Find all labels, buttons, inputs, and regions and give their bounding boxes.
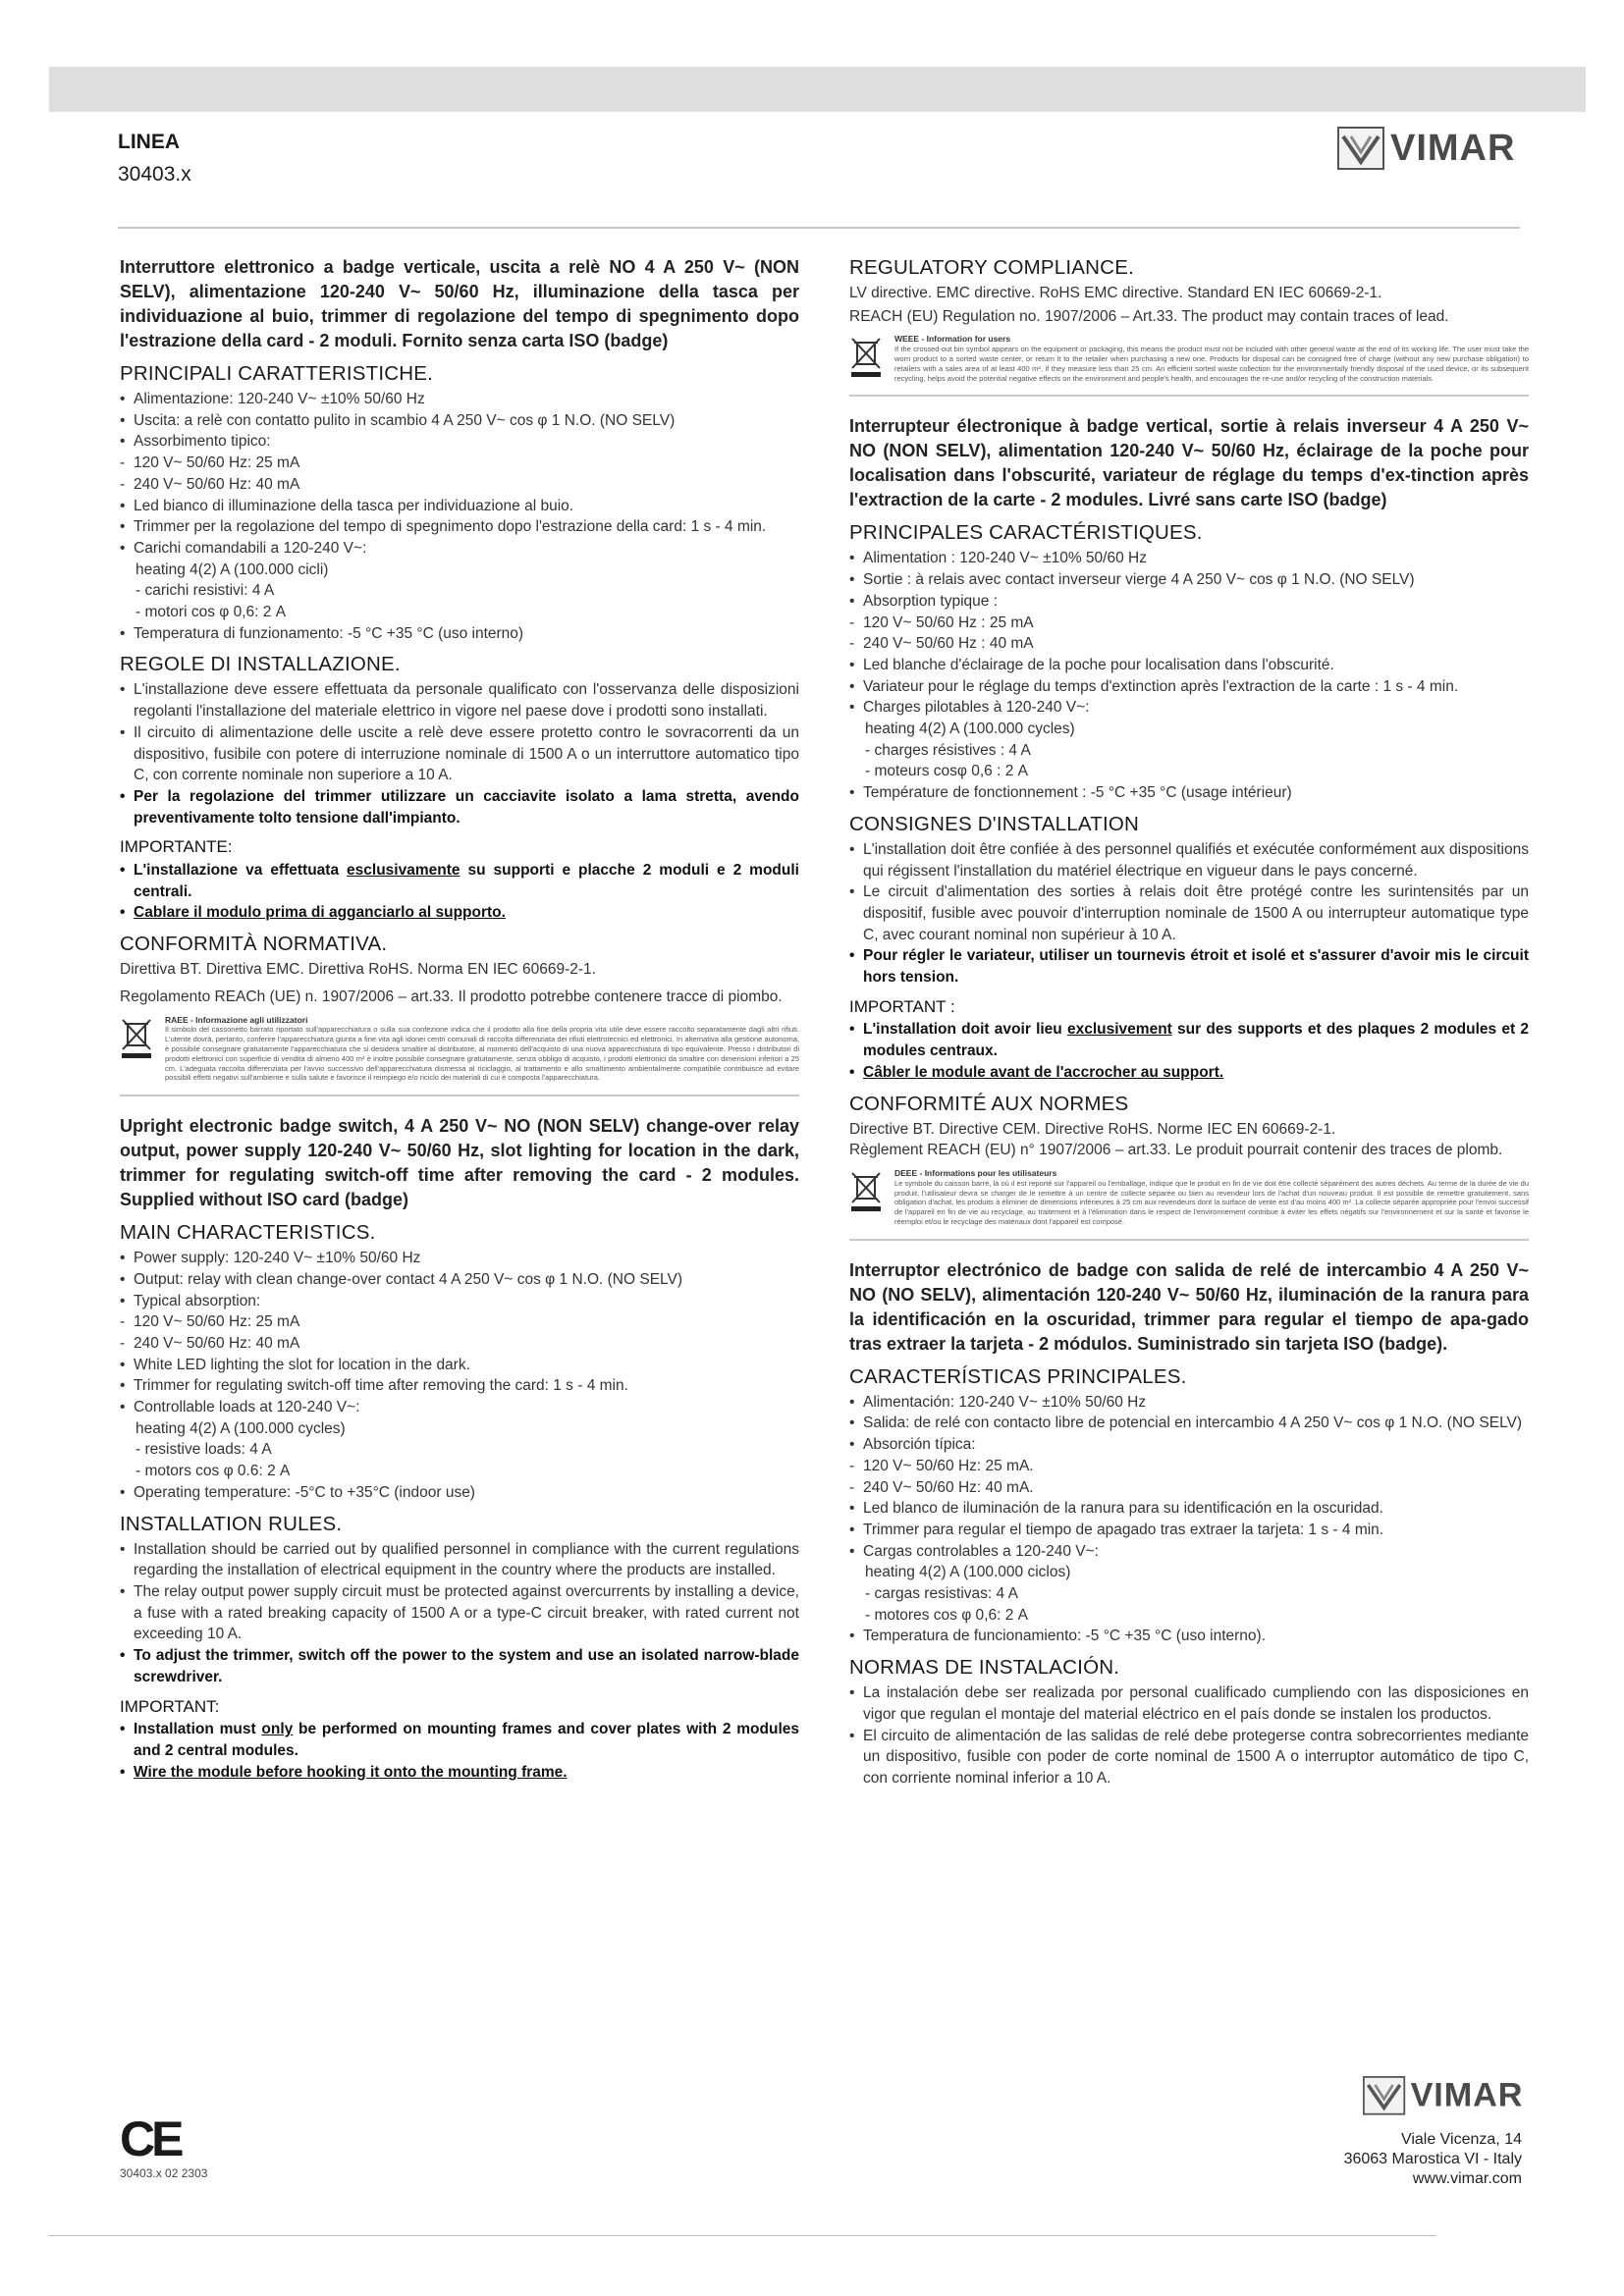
list-item: • To adjust the trimmer, switch off the power to the system and use an isolated narrow-blade screwdriver.: [120, 1645, 799, 1687]
fr-important-list: [849, 1019, 1529, 1083]
es-intro: Interruptor electrónico de badge con salida de relé de intercambio 4 A 250 V~ NO (NO SELV), alimentación 120-240 V~ 50/60 Hz, iluminación de la ranura para la identificación en la oscuridad, trimmer para regular el tiempo de apa-gado tras extraer la tarjeta - 2 módulos. Suministrado sin tarjeta ISO (badge).: [849, 1259, 1529, 1354]
it-char-list: [120, 389, 799, 644]
es-char-title: CARACTERÍSTICAS PRINCIPALES.: [849, 1364, 1187, 1388]
it-weee-notice: [120, 1016, 799, 1084]
it-weee-text: Il simbolo del cassonetto barrato riportato sull'apparecchiatura o sulla sua confezione indica che il prodotto alla fine della propria vita utile deve essere raccolto separatamente dagli altri rifiuti. L'utente dovrà, pertanto, conferire l'apparecchiatura giunta a fine vita agli idonei centri comunali di raccolta differenziata dei rifiuti elettrotecnici ed elettronici. In alternativa alla gestione autonoma, è possibile consegnare gratuitamente l'apparecchiatura che si desidera smaltire al distributore, al momento dell'acquisto di una nuova apparecchiatura di tipo equivalente. Presso i distributori di prodotti elettronici con superficie di vendita di almeno 400 m² è inoltre possibile consegnare gratuitamente, senza obbligo di acquisto, i prodotti elettronici da smaltire con dimensioni inferiori a 25 cm. L'adeguata raccolta differenziata per l'avvio successivo dell'apparecchiatura dismessa al riciclaggio, al trattamento e allo smaltimento ambientalmente compatibile contribuisce ad evitare possibili effetti negativi sull'ambiente e sulla salute e favorisce il reimpiego e/o riciclo dei materiali di cui è composta l'apparecchiatura.: [165, 1025, 799, 1083]
list-item: • Trimmer for regulating switch-off time after removing the card: 1 s - 4 min.: [120, 1375, 799, 1397]
list-item: heating 4(2) A (100.000 cicli): [135, 561, 329, 578]
es-inst-list: [849, 1682, 1529, 1789]
list-item: • Operating temperature: -5°C to +35°C (indoor use): [120, 1482, 799, 1504]
list-item: • Trimmer para regular el tiempo de apagado tras extraer la tarjeta: 1 s - 4 min.: [849, 1520, 1529, 1541]
footer-code: 30403.x 02 2303: [120, 2166, 208, 2180]
it-important-item: • Cablare il modulo prima di agganciarlo al supporto.: [120, 902, 799, 924]
fr-weee-notice: [849, 1169, 1529, 1227]
list-item: • Alimentazione: 120-240 V~ ±10% 50/60 Hz: [120, 389, 799, 410]
en-char-title: MAIN CHARACTERISTICS.: [120, 1221, 376, 1245]
vimar-logo-word: VIMAR: [1390, 127, 1516, 169]
list-item: • Cargas controlables a 120-240 V~:: [849, 1541, 1529, 1563]
section-divider: [849, 1239, 1529, 1241]
list-item: - cargas resistivas: 4 A: [865, 1585, 1018, 1603]
list-item: - 240 V~ 50/60 Hz: 40 mA.: [849, 1477, 1529, 1499]
en-conf-title: REGULATORY COMPLIANCE.: [849, 256, 1134, 279]
list-item: • Il circuito di alimentazione delle uscite a relè deve essere protetto contro le sovracorrenti da un dispositivo, fusibile con potere di interruzione nominale di 1500 A o un interruttore automatico tipo C, con corrente nominale non superiore a 10 A.: [120, 722, 799, 786]
list-item: - 240 V~ 50/60 Hz: 40 mA: [120, 474, 799, 496]
list-item: - 120 V~ 50/60 Hz: 25 mA: [120, 1311, 799, 1333]
list-item: • Assorbimento tipico:: [120, 431, 799, 453]
fr-inst-list: [849, 839, 1529, 988]
it-important-item: • L'installazione va effettuata esclusivamente su supporti e placche 2 moduli e 2 moduli centrali.: [120, 860, 799, 902]
list-item: • Température de fonctionnement : -5 °C +35 °C (usage intérieur): [849, 782, 1529, 804]
vimar-logo-footer: [1363, 2076, 1523, 2115]
list-item: • Led blanco de iluminación de la ranura para su identificación en la oscuridad.: [849, 1498, 1529, 1520]
en-intro: Upright electronic badge switch, 4 A 250 V~ NO (NON SELV) change-over relay output, power supply 120-240 V~ 50/60 Hz, slot lighting for location in the dark, trimmer for regulating switch-off time after removing the card - 2 modules. Supplied without ISO card (badge): [120, 1116, 799, 1210]
list-item: • Typical absorption:: [120, 1291, 799, 1312]
list-item: • L'installazione deve essere effettuata da personale qualificato con l'osservanza delle disposizioni regolanti l'installazione del materiale elettrico in vigore nel paese dove i prodotti sono installati.: [120, 679, 799, 721]
en-important-list: [120, 1719, 799, 1783]
list-item: - motores cos φ 0,6: 2 A: [865, 1606, 1028, 1624]
company-address: [1344, 2130, 1522, 2189]
list-item: • Power supply: 120-240 V~ ±10% 50/60 Hz: [120, 1248, 799, 1269]
en-inst-list: [120, 1539, 799, 1688]
list-item: - motori cos φ 0,6: 2 A: [135, 604, 287, 621]
crossed-bin-icon: [849, 1169, 883, 1212]
es-inst-title: NORMAS DE INSTALACIÓN.: [849, 1656, 1120, 1680]
en-important-title: IMPORTANT:: [120, 1696, 220, 1716]
it-inst-list: [120, 679, 799, 828]
en-important-item: • Installation must only be performed on mounting frames and cover plates with 2 modules and 2 central modules.: [120, 1719, 799, 1761]
fr-conf-title: CONFORMITÉ AUX NORMES: [849, 1092, 1129, 1115]
it-important-title: IMPORTANTE:: [120, 837, 233, 857]
vimar-logo-mark-icon: [1337, 127, 1384, 170]
list-item: - charges résistives : 4 A: [865, 741, 1031, 759]
list-item: • El circuito de alimentación de las salidas de relé debe protegerse contra sobrecorrientes mediante un dispositivo, fusible con poder de corte nominal de 1500 A o interruptor automático de tipo C, con corriente nominal inferior a 10 A.: [849, 1726, 1529, 1789]
ce-mark: CE: [120, 2111, 181, 2166]
list-item: • L'installation doit être confiée à des personnel qualifiés et exécutée conformément aux dispositions qui régissent l'installation du matériel électrique en vigueur dans le pays concerné.: [849, 839, 1529, 881]
header-divider: [118, 227, 1520, 229]
vimar-logo: [1337, 127, 1515, 170]
list-item: heating 4(2) A (100.000 cycles): [135, 1419, 346, 1437]
fr-conf-1: Directive BT. Directive CEM. Directive RoHS. Norme IEC EN 60669-2-1.: [849, 1120, 1336, 1138]
section-divider: [849, 395, 1529, 397]
en-important-item: • Wire the module before hooking it onto the mounting frame.: [120, 1762, 799, 1784]
list-item: • Uscita: a relè con contatto pulito in scambio 4 A 250 V~ cos φ 1 N.O. (NO SELV): [120, 410, 799, 432]
list-item: • Per la regolazione del trimmer utilizzare un cacciavite isolato a lama stretta, avendo preventivamente tolto tensione dall'impianto.: [120, 786, 799, 828]
en-char-list: [120, 1248, 799, 1503]
list-item: - 120 V~ 50/60 Hz: 25 mA: [120, 453, 799, 474]
product-code: 30403.x: [118, 163, 191, 186]
en-weee-notice: [849, 335, 1529, 383]
top-band: [49, 67, 1586, 112]
fr-intro: Interrupteur électronique à badge vertical, sortie à relais inverseur 4 A 250 V~ NO (NON SELV), alimentation 120-240 V~ 50/60 Hz, éclairage de la poche pour localisation dans l'obscurité, variateur de réglage du temps d'ex-tinction après l'extraction de la carte - 2 modules. Livré sans carte ISO (badge): [849, 416, 1529, 510]
list-item: • La instalación debe ser realizada por personal cualificado cumpliendo con las disposiciones en vigor que regulan el montaje del material eléctrico en el país donde se instalen los productos.: [849, 1682, 1529, 1725]
list-item: • Temperatura di funzionamento: -5 °C +35 °C (uso interno): [120, 623, 799, 645]
list-item: • Sortie : à relais avec contact inverseur vierge 4 A 250 V~ cos φ 1 N.O. (NO SELV): [849, 569, 1529, 591]
right-column: [849, 255, 1529, 1789]
fr-char-title: PRINCIPALES CARACTÉRISTIQUES.: [849, 521, 1203, 545]
it-weee-title: RAEE - Informazione agli utilizzatori: [165, 1014, 308, 1025]
vimar-logo-mark-icon: [1363, 2076, 1405, 2115]
fr-inst-title: CONSIGNES D'INSTALLATION: [849, 812, 1140, 835]
website-link[interactable]: www.vimar.com: [1412, 2170, 1522, 2187]
crossed-bin-icon: [849, 335, 883, 378]
vimar-logo-word: VIMAR: [1410, 2076, 1524, 2114]
fr-char-list: [849, 548, 1529, 803]
es-char-list: [849, 1392, 1529, 1647]
address-city: 36063 Marostica VI - Italy: [1343, 2151, 1522, 2167]
fr-weee-text: Le symbole du caisson barré, là où il est reporté sur l'appareil ou l'emballage, indique que le produit en fin de vie doit être collecté séparément des autres déchets. Au terme de la durée de vie du produit, l'utilisateur devra se charger de le remettre à un centre de collecte séparée ou bien au revendeur lors de l'achat d'un nouveau produit. Il est possible de remettre gratuitement, sans obligation d'achat, les produits à éliminer de dimensions inférieures à 25 cm aux revendeurs dont la surface de vente est d'au moins 400 m². La collecte séparée appropriée pour l'envoi successif de l'appareil en fin de vie au recyclage, au traitement et à l'élimination dans le respect de l'environnement contribue à éviter les effets négatifs sur l'environnement et sur la santé et favorise le réemploi et/ou le recyclage des matériaux dont l'appareil est composé.: [894, 1178, 1529, 1226]
list-item: - 120 V~ 50/60 Hz: 25 mA.: [849, 1456, 1529, 1477]
list-item: • Led blanche d'éclairage de la poche pour localisation dans l'obscurité.: [849, 655, 1529, 676]
list-item: - 240 V~ 50/60 Hz: 40 mA: [120, 1333, 799, 1355]
it-conf-2: Regolamento REACh (UE) n. 1907/2006 – art.33. Il prodotto potrebbe contenere tracce di piombo.: [120, 988, 783, 1005]
en-conf-1: LV directive. EMC directive. RoHS EMC directive. Standard EN IEC 60669-2-1.: [849, 285, 1382, 301]
list-item: • Salida: de relé con contacto libre de potencial en intercambio 4 A 250 V~ cos φ 1 N.O. (NO SELV): [849, 1413, 1529, 1434]
product-line: LINEA: [118, 131, 180, 153]
left-column: [120, 255, 799, 1783]
address-street: Viale Vicenza, 14: [1400, 2131, 1522, 2148]
list-item: • Absorción típica:: [849, 1434, 1529, 1456]
list-item: • Installation should be carried out by qualified personnel in compliance with the current regulations regarding the installation of electrical equipment in the country where the products are installed.: [120, 1539, 799, 1581]
en-weee-text: If the crossed-out bin symbol appears on the equipment or packaging, this means the product must not be included with other general waste at the end of its working life. The user must take the worn product to a sorted waste center, or return it to the retailer when purchasing a new one. Products for disposal can be consigned free of charge (without any new purchase obligation) to retailers with a sales area of at least 400 m², if they measure less than 25 cm. An efficient sorted waste collection for the environmentally friendly disposal of the used device, or its subsequent recycling, helps avoid the potential negative effects on the environment and people's health, and encourages the re-use and/or recycling of the construction materials.: [894, 345, 1529, 383]
list-item: - 120 V~ 50/60 Hz : 25 mA: [849, 613, 1529, 634]
list-item: • Absorption typique :: [849, 591, 1529, 613]
it-intro: Interruttore elettronico a badge verticale, uscita a relè NO 4 A 250 V~ (NON SELV), alimentazione 120-240 V~ 50/60 Hz, illuminazione della tasca per individuazione al buio, trimmer di regolazione del tempo di spegnimento dopo l'estrazione della card - 2 moduli. Fornito senza carta ISO (badge): [120, 257, 799, 350]
fr-conf-2: Règlement REACH (EU) n° 1907/2006 – art.33. Le produit pourrait contenir des traces de plomb.: [849, 1142, 1503, 1159]
list-item: • Le circuit d'alimentation des sorties à relais doit être protégé contre les surintensités par un dispositif, fusible avec pouvoir d'interruption nominale de 1500 A ou interrupteur automatique type C, avec courant nominal non supérieur à 10 A.: [849, 881, 1529, 945]
en-inst-title: INSTALLATION RULES.: [120, 1512, 343, 1535]
list-item: • Charges pilotables à 120-240 V~:: [849, 697, 1529, 719]
list-item: • Output: relay with clean change-over contact 4 A 250 V~ cos φ 1 N.O. (NO SELV): [120, 1269, 799, 1291]
fr-important-item: • Câbler le module avant de l'accrocher au support.: [849, 1062, 1529, 1084]
crossed-bin-icon: [120, 1016, 153, 1059]
list-item: • Controllable loads at 120-240 V~:: [120, 1397, 799, 1418]
list-item: • Temperatura de funcionamiento: -5 °C +35 °C (uso interno).: [849, 1626, 1529, 1647]
list-item: - motors cos φ 0.6: 2 A: [135, 1463, 291, 1480]
list-item: • Alimentation : 120-240 V~ ±10% 50/60 Hz: [849, 548, 1529, 569]
footer-divider: [49, 2235, 1435, 2236]
list-item: • The relay output power supply circuit must be protected against overcurrents by installing a device, a fuse with a rated breaking capacity of 1500 A or a type-C circuit breaker, with rated current not exceeding 10 A.: [120, 1581, 799, 1645]
list-item: • Trimmer per la regolazione del tempo di spegnimento dopo l'estrazione della card: 1 s - 4 min.: [120, 516, 799, 538]
list-item: - 240 V~ 50/60 Hz : 40 mA: [849, 633, 1529, 655]
list-item: • Pour régler le variateur, utiliser un tournevis étroit et isolé et s'assurer d'avoir mis le circuit hors tension.: [849, 945, 1529, 988]
it-conf-title: CONFORMITÀ NORMATIVA.: [120, 933, 388, 956]
it-inst-title: REGOLE DI INSTALLAZIONE.: [120, 653, 401, 676]
list-item: • Carichi comandabili a 120-240 V~:: [120, 538, 799, 560]
list-item: heating 4(2) A (100.000 ciclos): [865, 1564, 1071, 1581]
en-conf-2: REACH (EU) Regulation no. 1907/2006 – Art.33. The product may contain traces of lead.: [849, 307, 1449, 325]
it-important-list: [120, 860, 799, 924]
list-item: - moteurs cosφ 0,6 : 2 A: [865, 763, 1028, 780]
fr-important-title: IMPORTANT :: [849, 996, 955, 1016]
list-item: heating 4(2) A (100.000 cycles): [865, 721, 1075, 738]
fr-weee-title: DEEE - Informations pour les utilisateurs: [894, 1167, 1057, 1178]
en-weee-title: WEEE - Information for users: [894, 334, 1011, 345]
section-divider: [120, 1095, 799, 1096]
list-item: • Alimentación: 120-240 V~ ±10% 50/60 Hz: [849, 1392, 1529, 1414]
fr-important-item: • L'installation doit avoir lieu exclusivement sur des supports et des plaques 2 modules et 2 modules centraux.: [849, 1019, 1529, 1061]
list-item: - resistive loads: 4 A: [135, 1441, 272, 1459]
list-item: • White LED lighting the slot for location in the dark.: [120, 1355, 799, 1376]
list-item: - carichi resistivi: 4 A: [135, 582, 275, 600]
list-item: • Variateur pour le réglage du temps d'extinction après l'extraction de la carte : 1 s - 4 min.: [849, 676, 1529, 698]
it-char-title: PRINCIPALI CARATTERISTICHE.: [120, 362, 434, 385]
it-conf-1: Direttiva BT. Direttiva EMC. Direttiva RoHS. Norma EN IEC 60669-2-1.: [120, 961, 596, 979]
list-item: • Led bianco di illuminazione della tasca per individuazione al buio.: [120, 496, 799, 517]
